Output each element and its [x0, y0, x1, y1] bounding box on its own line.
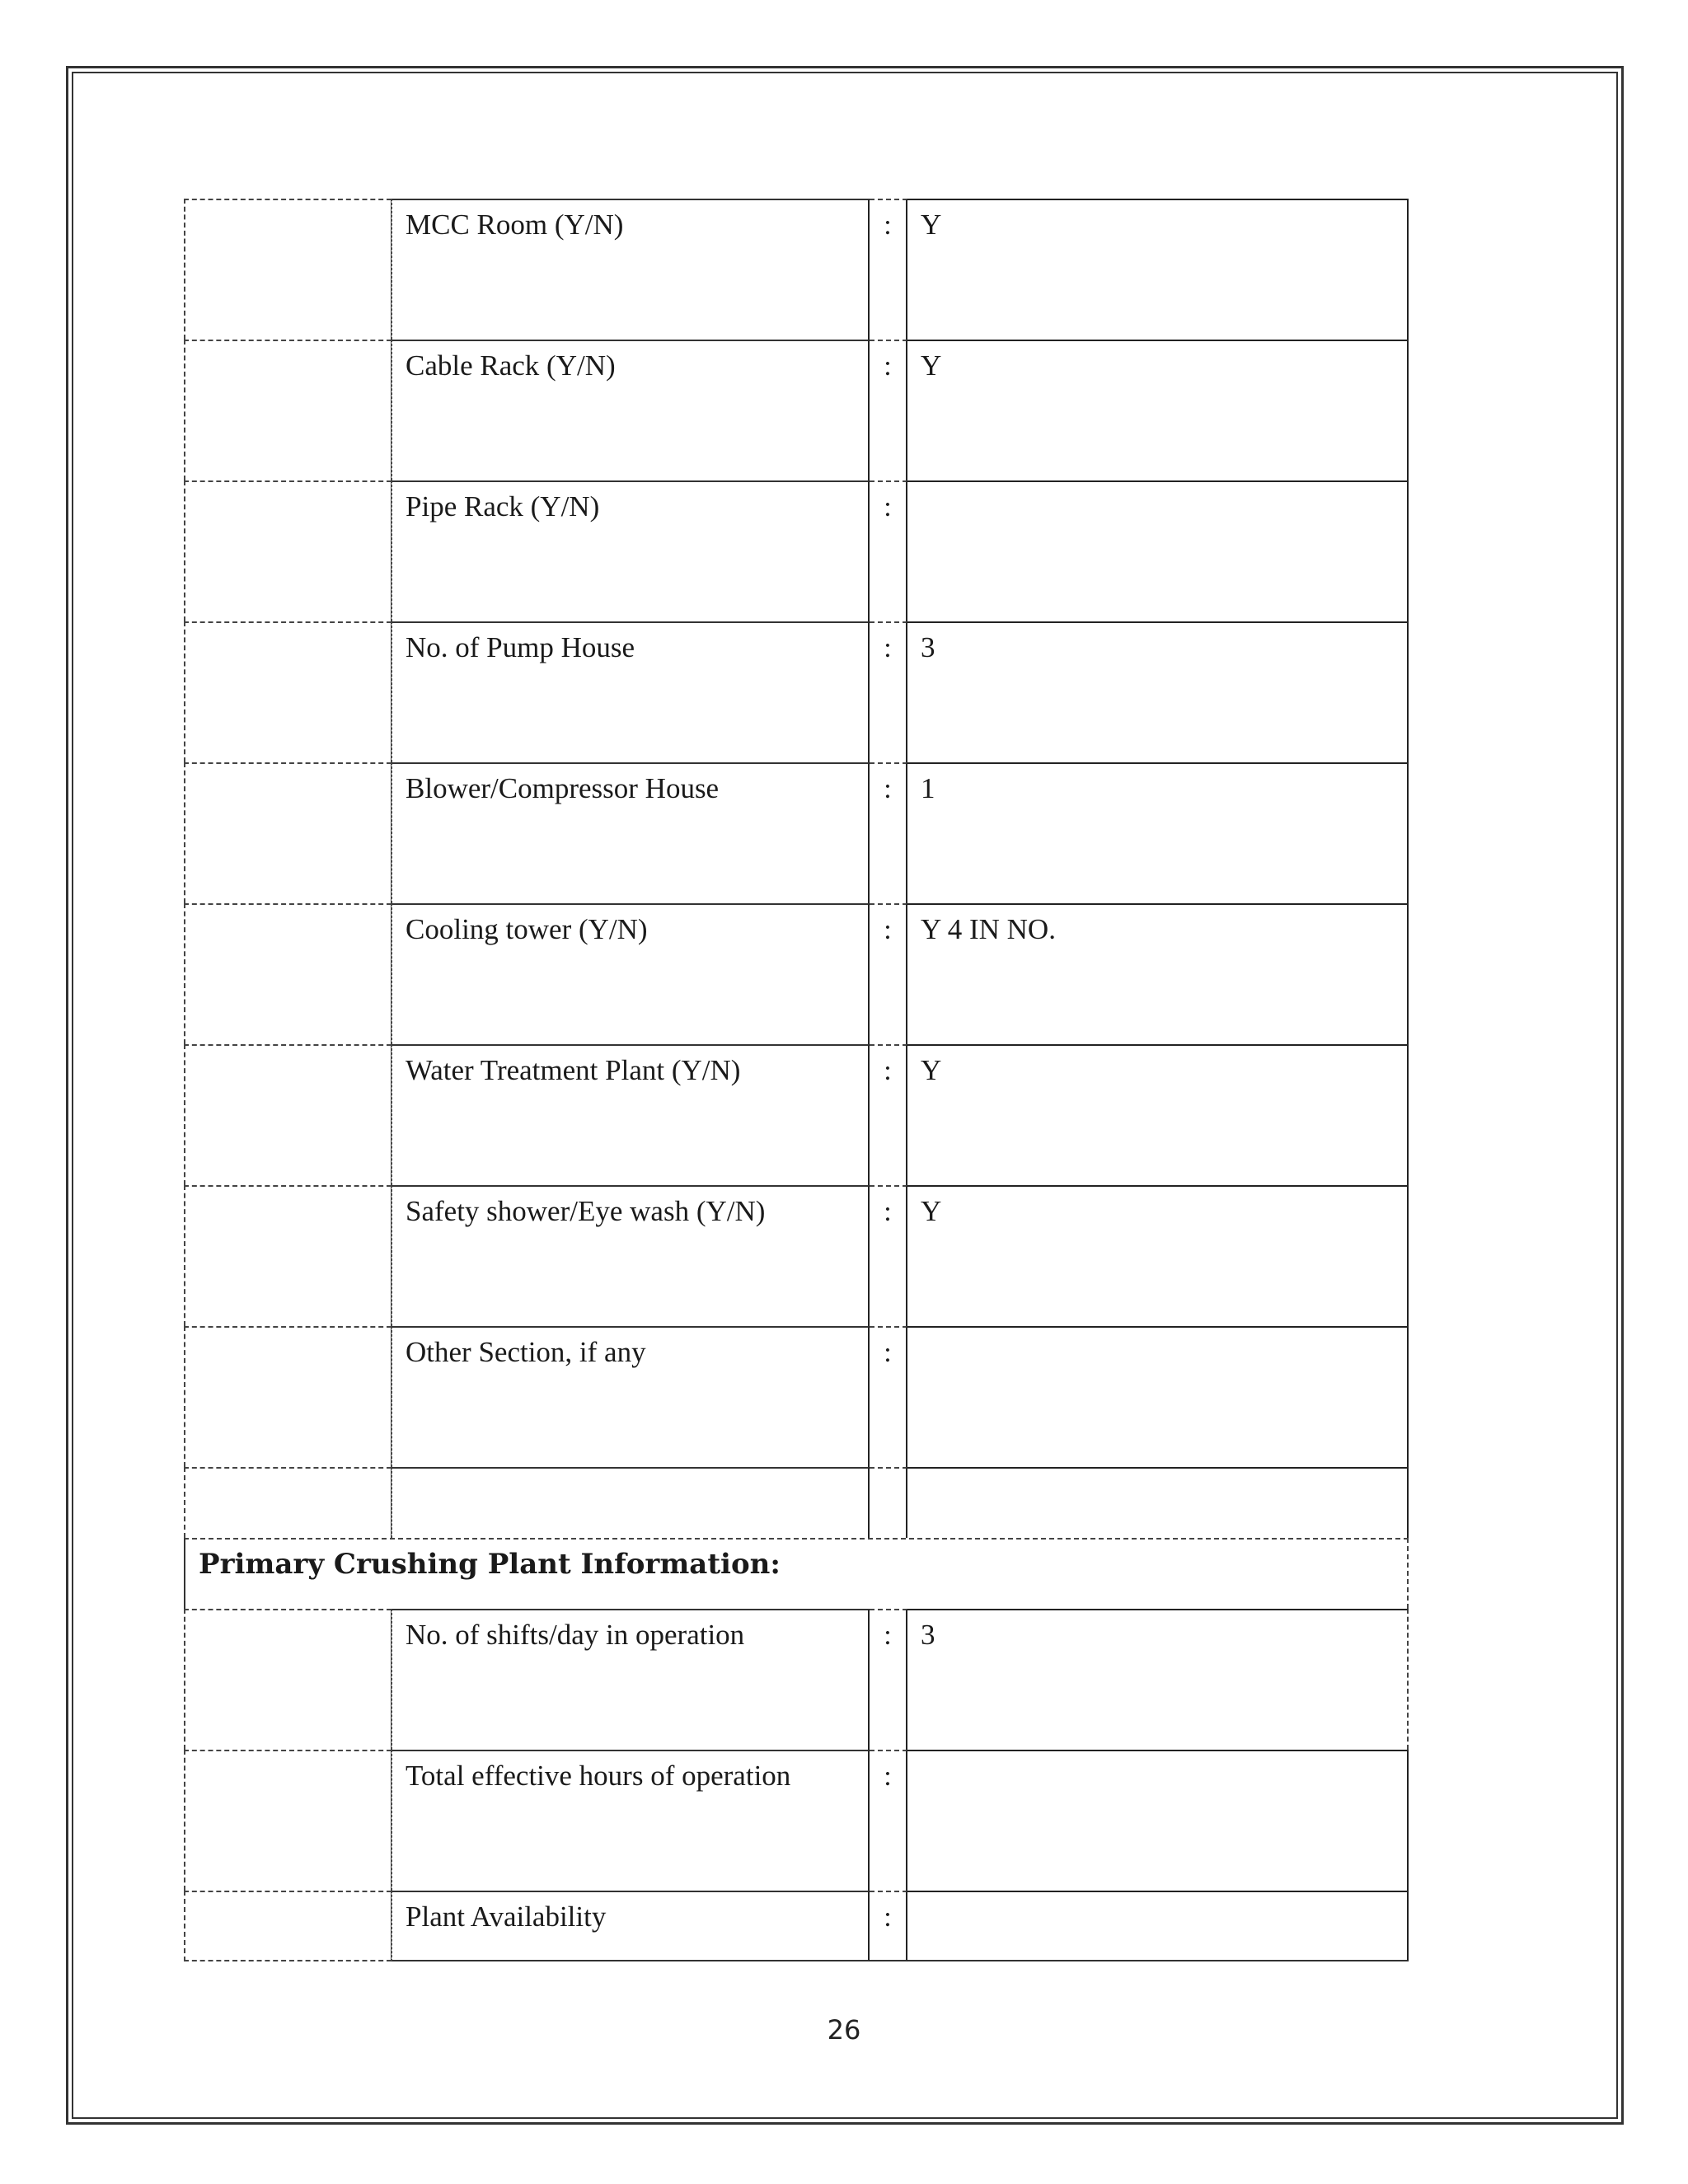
blank-cell	[184, 1326, 392, 1467]
field-value: Y	[907, 1044, 1409, 1185]
colon-cell	[870, 1609, 907, 1750]
blank-cell	[184, 621, 392, 762]
table-row	[184, 762, 1409, 903]
blank-cell	[184, 1750, 392, 1891]
colon-separator: :	[884, 1902, 892, 1933]
field-value: Y	[907, 1185, 1409, 1326]
page-number: 26	[827, 2014, 861, 2046]
blank-cell	[870, 1467, 907, 1538]
colon-cell	[870, 340, 907, 480]
table-row	[184, 480, 1409, 621]
section-heading: Primary Crushing Plant Information:	[184, 1538, 1409, 1609]
colon-cell	[870, 480, 907, 621]
blank-cell	[184, 1467, 392, 1538]
field-label: Other Section, if any	[392, 1326, 870, 1467]
colon-separator: :	[884, 1338, 892, 1368]
table-row	[184, 903, 1409, 1044]
blank-cell	[184, 340, 392, 480]
table-row	[184, 1185, 1409, 1326]
colon-separator: :	[884, 1761, 892, 1792]
field-value	[907, 1750, 1409, 1891]
field-label: Cable Rack (Y/N)	[392, 340, 870, 480]
blank-cell	[907, 1467, 1409, 1538]
field-label: Safety shower/Eye wash (Y/N)	[392, 1185, 870, 1326]
field-value: Y	[907, 199, 1409, 340]
blank-cell	[184, 1609, 392, 1750]
field-label: Pipe Rack (Y/N)	[392, 480, 870, 621]
field-value: Y 4 IN NO.	[907, 903, 1409, 1044]
colon-cell	[870, 1185, 907, 1326]
table-row	[184, 1750, 1409, 1891]
field-label: MCC Room (Y/N)	[392, 199, 870, 340]
table-row	[184, 1891, 1409, 1961]
field-value	[907, 1891, 1409, 1961]
table-row	[184, 340, 1409, 480]
blank-cell	[184, 903, 392, 1044]
field-value	[907, 1326, 1409, 1467]
colon-separator: :	[884, 774, 892, 804]
colon-separator: :	[884, 1620, 892, 1651]
blank-cell	[184, 199, 392, 340]
colon-cell	[870, 903, 907, 1044]
field-label: Plant Availability	[392, 1891, 870, 1961]
blank-cell	[184, 1891, 392, 1961]
empty-table-row	[184, 1467, 1409, 1538]
field-value: 3	[907, 1609, 1409, 1750]
colon-cell	[870, 1326, 907, 1467]
field-value: 1	[907, 762, 1409, 903]
colon-cell	[870, 199, 907, 340]
colon-separator: :	[884, 915, 892, 945]
table-row	[184, 199, 1409, 340]
blank-cell	[184, 1185, 392, 1326]
table-row	[184, 621, 1409, 762]
colon-separator: :	[884, 1197, 892, 1227]
field-label: No. of shifts/day in operation	[392, 1609, 870, 1750]
table-row	[184, 1044, 1409, 1185]
colon-cell	[870, 621, 907, 762]
blank-cell	[184, 1044, 392, 1185]
blank-cell	[184, 480, 392, 621]
blank-cell	[184, 762, 392, 903]
field-label: No. of Pump House	[392, 621, 870, 762]
blank-cell	[392, 1467, 870, 1538]
form-table	[184, 199, 1409, 1961]
colon-cell	[870, 1750, 907, 1891]
table-row	[184, 1326, 1409, 1467]
field-label: Blower/Compressor House	[392, 762, 870, 903]
colon-separator: :	[884, 351, 892, 382]
field-value	[907, 480, 1409, 621]
colon-separator: :	[884, 633, 892, 663]
field-label: Total effective hours of operation	[392, 1750, 870, 1891]
field-label: Water Treatment Plant (Y/N)	[392, 1044, 870, 1185]
colon-separator: :	[884, 492, 892, 523]
colon-cell	[870, 762, 907, 903]
table-row	[184, 1609, 1409, 1750]
field-label: Cooling tower (Y/N)	[392, 903, 870, 1044]
colon-separator: :	[884, 210, 892, 241]
colon-cell	[870, 1891, 907, 1961]
field-value: 3	[907, 621, 1409, 762]
field-value: Y	[907, 340, 1409, 480]
colon-cell	[870, 1044, 907, 1185]
colon-separator: :	[884, 1056, 892, 1086]
